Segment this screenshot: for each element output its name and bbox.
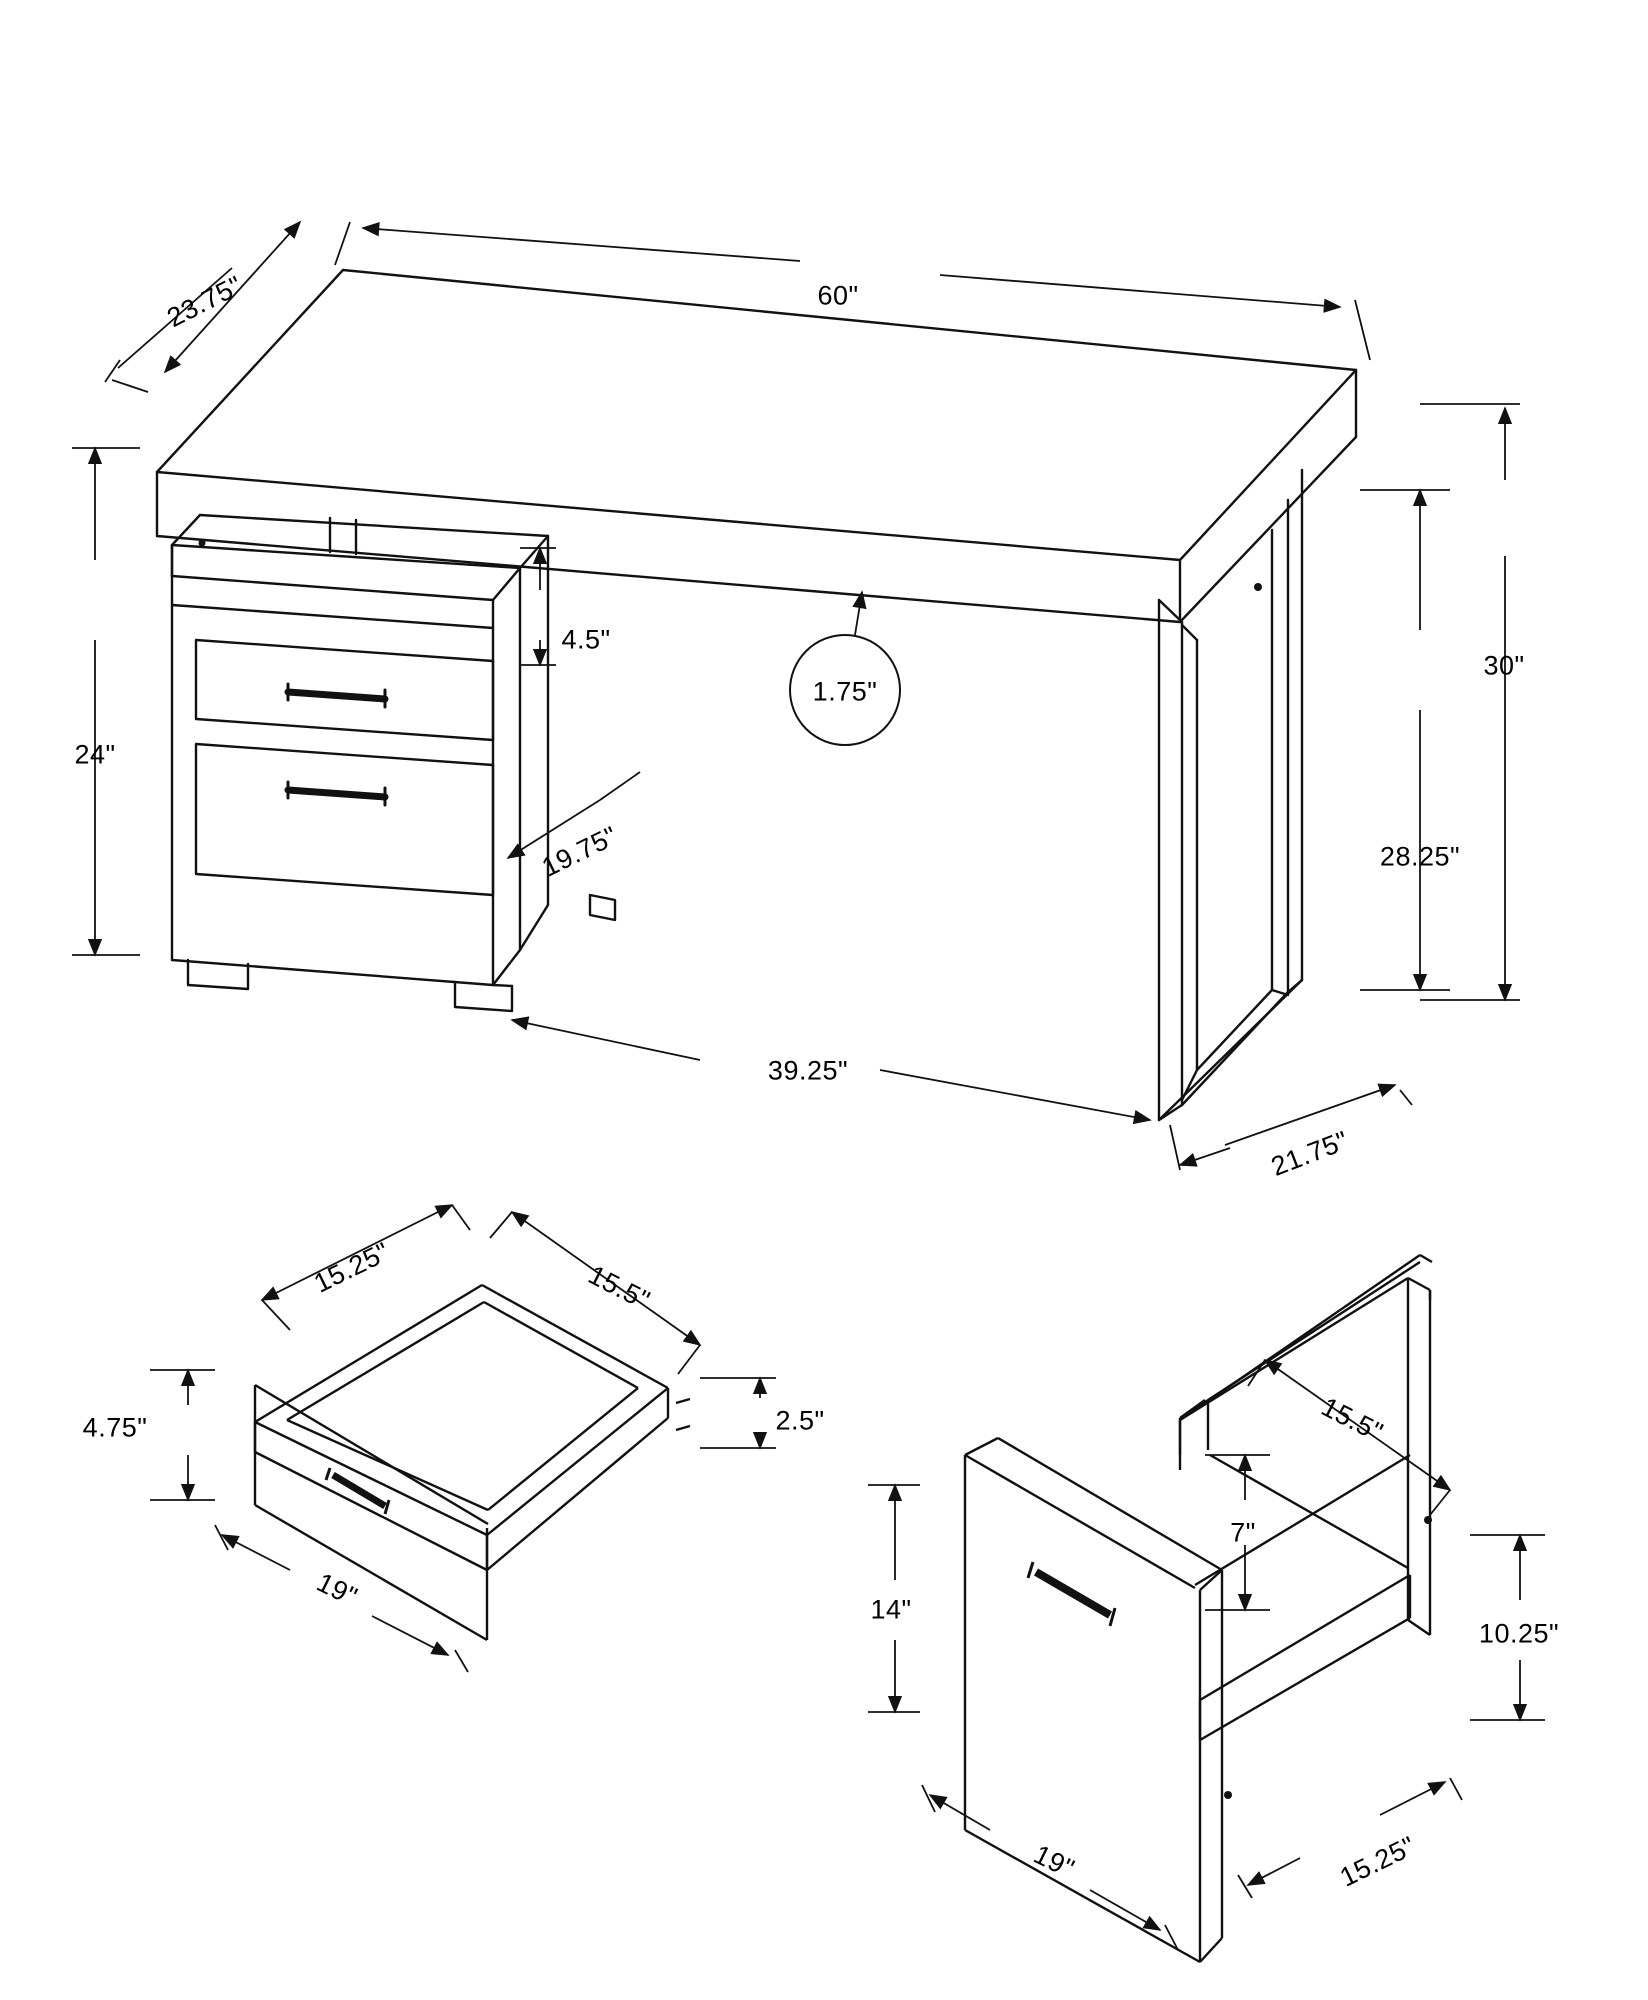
dim-pedestal-depth: 19.75"	[537, 820, 623, 883]
dim-fd-inner-width: 15.5"	[1316, 1391, 1388, 1448]
dim-sd-inner-depth: 15.25"	[309, 1236, 395, 1299]
dim-sd-side-height: 2.5"	[775, 1405, 825, 1436]
dim-fd-inner-height: 7"	[1230, 1517, 1256, 1548]
dim-desk-depth: 23.75"	[162, 269, 248, 334]
desk-assembly-geometry	[157, 270, 1356, 1120]
dim-keyboard-shelf-height: 4.5"	[561, 624, 611, 655]
dim-leg-height: 28.25"	[1379, 841, 1461, 872]
dim-leg-depth: 21.75"	[1267, 1125, 1353, 1182]
file-drawer-dimension-lines	[868, 1360, 1545, 1950]
dim-desk-width: 60"	[817, 280, 859, 311]
dim-fd-side-height: 10.25"	[1478, 1618, 1560, 1649]
dim-top-thickness: 1.75"	[812, 676, 878, 707]
dim-fd-depth: 15.25"	[1335, 1830, 1421, 1893]
dim-sd-inner-width: 15.5"	[583, 1259, 655, 1316]
dim-desk-height: 30"	[1483, 650, 1525, 681]
dim-pedestal-to-leg: 39.25"	[767, 1055, 849, 1086]
dim-pedestal-height: 24"	[74, 739, 116, 770]
dim-sd-front-width: 19"	[312, 1567, 363, 1613]
dim-fd-front-width: 19"	[1029, 1839, 1080, 1885]
dim-fd-front-height: 14"	[870, 1594, 912, 1625]
dim-sd-front-height: 4.75"	[82, 1412, 148, 1443]
